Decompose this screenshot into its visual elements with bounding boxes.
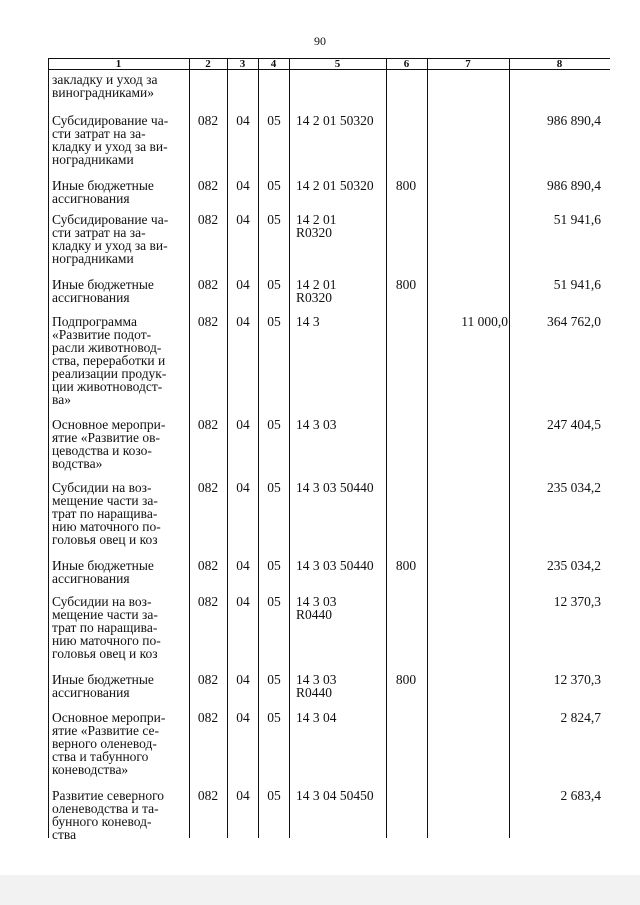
row-name: Иные бюджетные ассигнования xyxy=(52,277,154,305)
cell-c3: 04 xyxy=(236,417,250,432)
cell-c4: 05 xyxy=(267,113,281,128)
cell-c8: 364 762,0 xyxy=(547,314,601,329)
row-name: Субсидии на воз- мещение части за- трат по наращива- нию маточного по- головья овец и коз xyxy=(52,594,161,661)
cell-c5: 14 3 03 R0440 xyxy=(296,672,337,700)
cell-c5: 14 3 xyxy=(296,314,320,329)
cell-c3: 04 xyxy=(236,480,250,495)
cell-c8: 12 370,3 xyxy=(553,672,601,687)
cell-c2: 082 xyxy=(197,558,219,573)
cell-c2: 082 xyxy=(197,788,219,803)
cell-c3: 04 xyxy=(236,672,250,687)
cell-c8: 235 034,2 xyxy=(547,480,601,495)
cell-c8: 247 404,5 xyxy=(547,417,601,432)
cell-c5: 14 2 01 R0320 xyxy=(296,212,337,240)
row-name: Иные бюджетные ассигнования xyxy=(52,178,154,206)
cell-c3: 04 xyxy=(236,277,250,292)
page-number: 90 xyxy=(314,34,326,48)
cell-c2: 082 xyxy=(197,417,219,432)
cell-c5: 14 3 04 xyxy=(296,710,337,725)
cell-c5: 14 3 04 50450 xyxy=(296,788,374,803)
cell-c7: 11 000,0 xyxy=(461,314,508,329)
cell-c4: 05 xyxy=(267,672,281,687)
budget-table xyxy=(48,58,610,842)
cell-c2: 082 xyxy=(197,314,219,329)
cell-c2: 082 xyxy=(197,672,219,687)
cell-c6: 800 xyxy=(395,672,417,687)
cell-c3: 04 xyxy=(236,710,250,725)
cell-c4: 05 xyxy=(267,710,281,725)
header-col-6: 6 xyxy=(403,58,410,70)
row-name: Подпрограмма «Развитие подот- расли животновод- ства, переработки и реализации продук- ции животноводст- ва» xyxy=(52,314,167,407)
cell-c8: 51 941,6 xyxy=(553,212,601,227)
cell-c5: 14 2 01 50320 xyxy=(296,113,374,128)
cell-c2: 082 xyxy=(197,480,219,495)
header-col-2: 2 xyxy=(205,58,211,70)
row-name: Субсидии на воз- мещение части за- трат по наращива- нию маточного по- головья овец и коз xyxy=(52,480,161,547)
cell-c4: 05 xyxy=(267,417,281,432)
cell-c2: 082 xyxy=(197,212,219,227)
cell-c8: 986 890,4 xyxy=(547,113,601,128)
cell-c8: 2 824,7 xyxy=(560,710,601,725)
cell-c4: 05 xyxy=(267,314,281,329)
cell-c6: 800 xyxy=(395,178,417,193)
cell-c3: 04 xyxy=(236,558,250,573)
row-name: Развитие северного оленеводства и та- бунного коневод- ства xyxy=(52,788,165,842)
header-col-3: 3 xyxy=(239,58,246,70)
cell-c2: 082 xyxy=(197,178,219,193)
cell-c8: 986 890,4 xyxy=(547,178,601,193)
cell-c5: 14 3 03 R0440 xyxy=(296,594,337,622)
row-name: Основное меропри- ятие «Развитие се- верного оленевод- ства и табунного коневодства» xyxy=(52,710,166,777)
cell-c3: 04 xyxy=(236,212,250,227)
row-name: Иные бюджетные ассигнования xyxy=(52,558,154,586)
cell-c3: 04 xyxy=(236,113,250,128)
header-col-4: 4 xyxy=(270,58,277,70)
cell-c4: 05 xyxy=(267,594,281,609)
cell-c5: 14 2 01 50320 xyxy=(296,178,374,193)
cell-c2: 082 xyxy=(197,113,219,128)
cell-c2: 082 xyxy=(197,594,219,609)
cell-c8: 51 941,6 xyxy=(553,277,601,292)
cell-c4: 05 xyxy=(267,277,281,292)
row-name: Субсидирование ча- сти затрат на за- кладку и уход за ви- ноградниками xyxy=(52,113,169,167)
row-name: закладку и уход за виноградниками» xyxy=(52,72,158,100)
cell-c8: 2 683,4 xyxy=(560,788,601,803)
cell-c5: 14 3 03 xyxy=(296,417,337,432)
header-col-7: 7 xyxy=(465,58,471,70)
cell-c4: 05 xyxy=(267,212,281,227)
cell-c5: 14 3 03 50440 xyxy=(296,480,374,495)
cell-c5: 14 3 03 50440 xyxy=(296,558,374,573)
row-name: Основное меропри- ятие «Развитие ов- цеводства и козо- водства» xyxy=(52,417,166,471)
cell-c4: 05 xyxy=(267,178,281,193)
cell-c4: 05 xyxy=(267,788,281,803)
cell-c2: 082 xyxy=(197,710,219,725)
cell-c8: 235 034,2 xyxy=(547,558,601,573)
scan-bottom-edge xyxy=(0,875,640,905)
cell-c4: 05 xyxy=(267,558,281,573)
cell-c4: 05 xyxy=(267,480,281,495)
header-col-8: 8 xyxy=(556,58,563,70)
cell-c3: 04 xyxy=(236,594,250,609)
cell-c3: 04 xyxy=(236,178,250,193)
row-name: Субсидирование ча- сти затрат на за- кладку и уход за ви- ноградниками xyxy=(52,212,169,266)
cell-c3: 04 xyxy=(236,788,250,803)
cell-c6: 800 xyxy=(395,558,417,573)
header-col-5: 5 xyxy=(334,58,341,70)
cell-c5: 14 2 01 R0320 xyxy=(296,277,337,305)
row-name: Иные бюджетные ассигнования xyxy=(52,672,154,700)
cell-c8: 12 370,3 xyxy=(553,594,601,609)
cell-c6: 800 xyxy=(395,277,417,292)
cell-c2: 082 xyxy=(197,277,219,292)
header-col-1: 1 xyxy=(115,58,122,70)
cell-c3: 04 xyxy=(236,314,250,329)
